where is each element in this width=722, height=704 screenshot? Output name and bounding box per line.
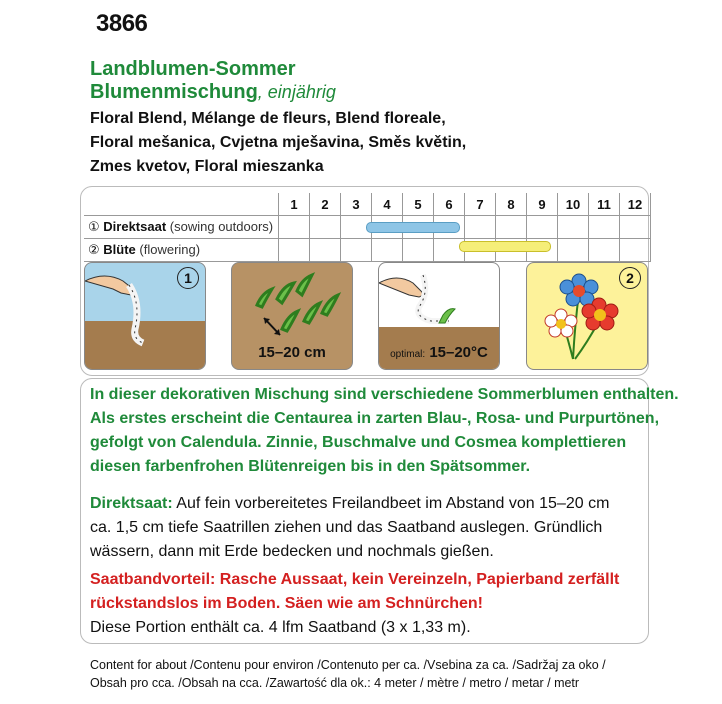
sowing-label: Direktsaat bbox=[103, 219, 167, 234]
sowing-period-bar bbox=[366, 222, 460, 233]
sowing-instructions-text: Auf fein vorbereitetes Freilandbeet im Abstand von 15–20 cm bbox=[172, 495, 610, 512]
description-line: In dieser dekorativen Mischung sind verschiedene Sommerblumen enthalten. bbox=[90, 386, 679, 403]
flowering-row-label bbox=[84, 239, 279, 262]
month-6: 6 bbox=[434, 193, 465, 216]
description-line: diesen farbenfrohen Blütenreigen bis in den Spätsommer. bbox=[90, 458, 531, 475]
sowing-instructions-line3: wässern, dann mit Erde bedecken und nochmals gießen. bbox=[90, 543, 494, 560]
article-number: 3866 bbox=[96, 10, 148, 37]
step-marker-2: 2 bbox=[619, 267, 641, 289]
month-3: 3 bbox=[341, 193, 372, 216]
month-8: 8 bbox=[496, 193, 527, 216]
annual-label: , einjährig bbox=[257, 82, 336, 102]
flowering-label: Blüte bbox=[103, 242, 136, 257]
advantage-line2: rückstandslos im Boden. Säen wie am Schnürchen! bbox=[90, 595, 483, 612]
calendar-month-row bbox=[84, 193, 651, 216]
product-title-main: Blumenmischung bbox=[90, 81, 258, 103]
sowing-label-en: (sowing outdoors) bbox=[169, 219, 274, 234]
calendar-row-flowering bbox=[84, 239, 651, 262]
month-4: 4 bbox=[372, 193, 403, 216]
advantage-line1: Saatbandvorteil: Rasche Aussaat, kein Vereinzeln, Papierband zerfällt bbox=[90, 571, 620, 588]
month-10: 10 bbox=[558, 193, 589, 216]
spacing-caption: 15–20 cm bbox=[258, 344, 326, 361]
month-2: 2 bbox=[310, 193, 341, 216]
translation-line: Zmes kvetov, Floral mieszanka bbox=[90, 158, 324, 175]
sowing-instructions-line2: ca. 1,5 cm tiefe Saatrillen ziehen und das Saatband auslegen. Gründlich bbox=[90, 519, 603, 536]
sowing-instructions-line1 bbox=[90, 492, 609, 516]
month-11: 11 bbox=[589, 193, 620, 216]
temperature-value: 15–20°C bbox=[429, 344, 488, 361]
pictogram-flowers bbox=[526, 262, 648, 370]
product-title-line1: Landblumen-Sommer bbox=[90, 58, 296, 80]
sowing-instructions-label: Direktsaat: bbox=[90, 495, 173, 512]
month-9: 9 bbox=[527, 193, 558, 216]
description-line: Als erstes erscheint die Centaurea in zarten Blau-, Rosa- und Purpurtönen, bbox=[90, 410, 660, 427]
optimal-label: optimal: bbox=[390, 349, 426, 360]
month-7: 7 bbox=[465, 193, 496, 216]
product-title-line2 bbox=[90, 81, 336, 104]
flowering-marker: ② bbox=[88, 242, 100, 257]
content-amount-line1: Content for about /Contenu pour environ /Contenuto per ca. /Vsebina za ca. /Sadržaj za oko / bbox=[90, 658, 606, 672]
sowing-row-label bbox=[84, 216, 279, 239]
temperature-caption bbox=[379, 344, 499, 361]
flowering-period-bar bbox=[459, 241, 551, 252]
translation-line: Floral Blend, Mélange de fleurs, Blend floreale, bbox=[90, 110, 446, 127]
month-1: 1 bbox=[279, 193, 310, 216]
sowing-marker: ① bbox=[88, 219, 100, 234]
pictogram-spacing bbox=[231, 262, 353, 370]
calendar-corner bbox=[84, 193, 279, 216]
month-5: 5 bbox=[403, 193, 434, 216]
pictogram-seed-tape bbox=[84, 262, 206, 370]
description-line: gefolgt von Calendula. Zinnie, Buschmalve und Cosmea komplettieren bbox=[90, 434, 627, 451]
month-12: 12 bbox=[620, 193, 651, 216]
pictogram-temperature bbox=[378, 262, 500, 370]
content-amount-line2: Obsah pro cca. /Obsah na cca. /Zawartość dla ok.: 4 meter / mètre / metro / metar / metr bbox=[90, 676, 580, 690]
translation-line: Floral mešanica, Cvjetna mješavina, Směs květin, bbox=[90, 134, 467, 151]
step-marker-1: 1 bbox=[177, 267, 199, 289]
portion-text: Diese Portion enthält ca. 4 lfm Saatband (3 x 1,33 m). bbox=[90, 619, 471, 636]
flowering-label-en: (flowering) bbox=[139, 242, 201, 257]
